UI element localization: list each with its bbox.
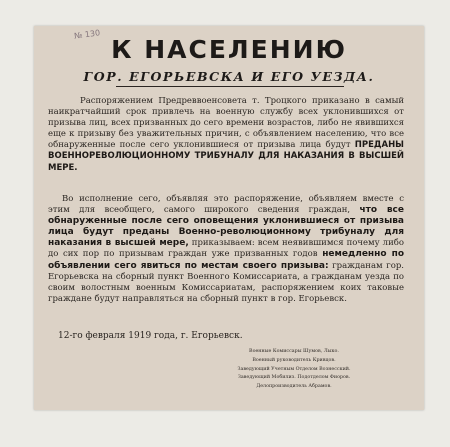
announcement-text-1: Во исполнение сего, объявляя это распоряжение, объявляем вместе с этим для всеобщего, самого широкого сведения граждан, bbox=[48, 194, 404, 216]
signature-line: Делопроизводитель Абрамов. bbox=[256, 384, 332, 390]
announcement-text-2: приказываем: всем неявившимся почему либо до сих пор по призывам граждан уже призванных годов bbox=[48, 238, 404, 260]
order-text: Распоряжением Предреввоенсовета т. Троцкого приказано в самый наикратчайший срок привлечь на военную службу всех уклонившихся от призыва лиц, всех призванных до сего времени возрастов, либо не явившихся еще к призыву без уважительных причин, с объявлением населению, что все обнаруженные после сего уклонившиеся от призыва лица будут bbox=[48, 96, 404, 151]
signature-block bbox=[184, 348, 404, 392]
poster-subtitle: ГОР. ЕГОРЬЕВСКА И ЕГО УЕЗДА. bbox=[83, 69, 375, 84]
order-paragraph bbox=[48, 96, 404, 174]
archive-mark: № 130 bbox=[73, 28, 101, 41]
announcement-paragraph bbox=[48, 194, 404, 305]
poster-title: К НАСЕЛЕНИЮ bbox=[111, 35, 347, 64]
signature-line: Военные Комиссары Шумов, Лыко. bbox=[249, 349, 339, 354]
date-line: 12-го февраля 1919 года, г. Егорьевск. bbox=[58, 331, 243, 341]
poster-sheet bbox=[34, 26, 424, 410]
order-emphasis: ПРЕДАНЫ ВОЕННОРЕВОЛЮЦИОННОМУ ТРИБУНАЛУ ДЛЯ НАКАЗАНИЯ В ВЫСШЕЙ МЕРЕ. bbox=[48, 140, 404, 173]
signature-line: Заведующий Учетным Отделом Вознесский. bbox=[237, 366, 351, 372]
announcement-emphasis-2: немедленно по объявлении сего явиться по местам своего призыва: bbox=[48, 249, 404, 271]
signature-line: Заведующий Мобилиз. Подотделом Фиоров. bbox=[237, 375, 351, 381]
signature-line: Военный руководитель Кривцов. bbox=[252, 357, 336, 363]
announcement-emphasis-1: что все обнаруженные после сего оповещения уклонившиеся от призыва лица будут преданы Военно-революционному трибуналу для наказания в высшей мере, bbox=[48, 205, 404, 249]
announcement-text-3: гражданам гор. Егорьевска на сборный пункт Военного Комиссариата, а гражданам уезда по своим волостным военным Комиссариатам, распоряжением коих таковые граждане будут направляться на сборный пункт в гор. Егорьевск. bbox=[48, 260, 405, 304]
title-underline bbox=[116, 86, 344, 87]
